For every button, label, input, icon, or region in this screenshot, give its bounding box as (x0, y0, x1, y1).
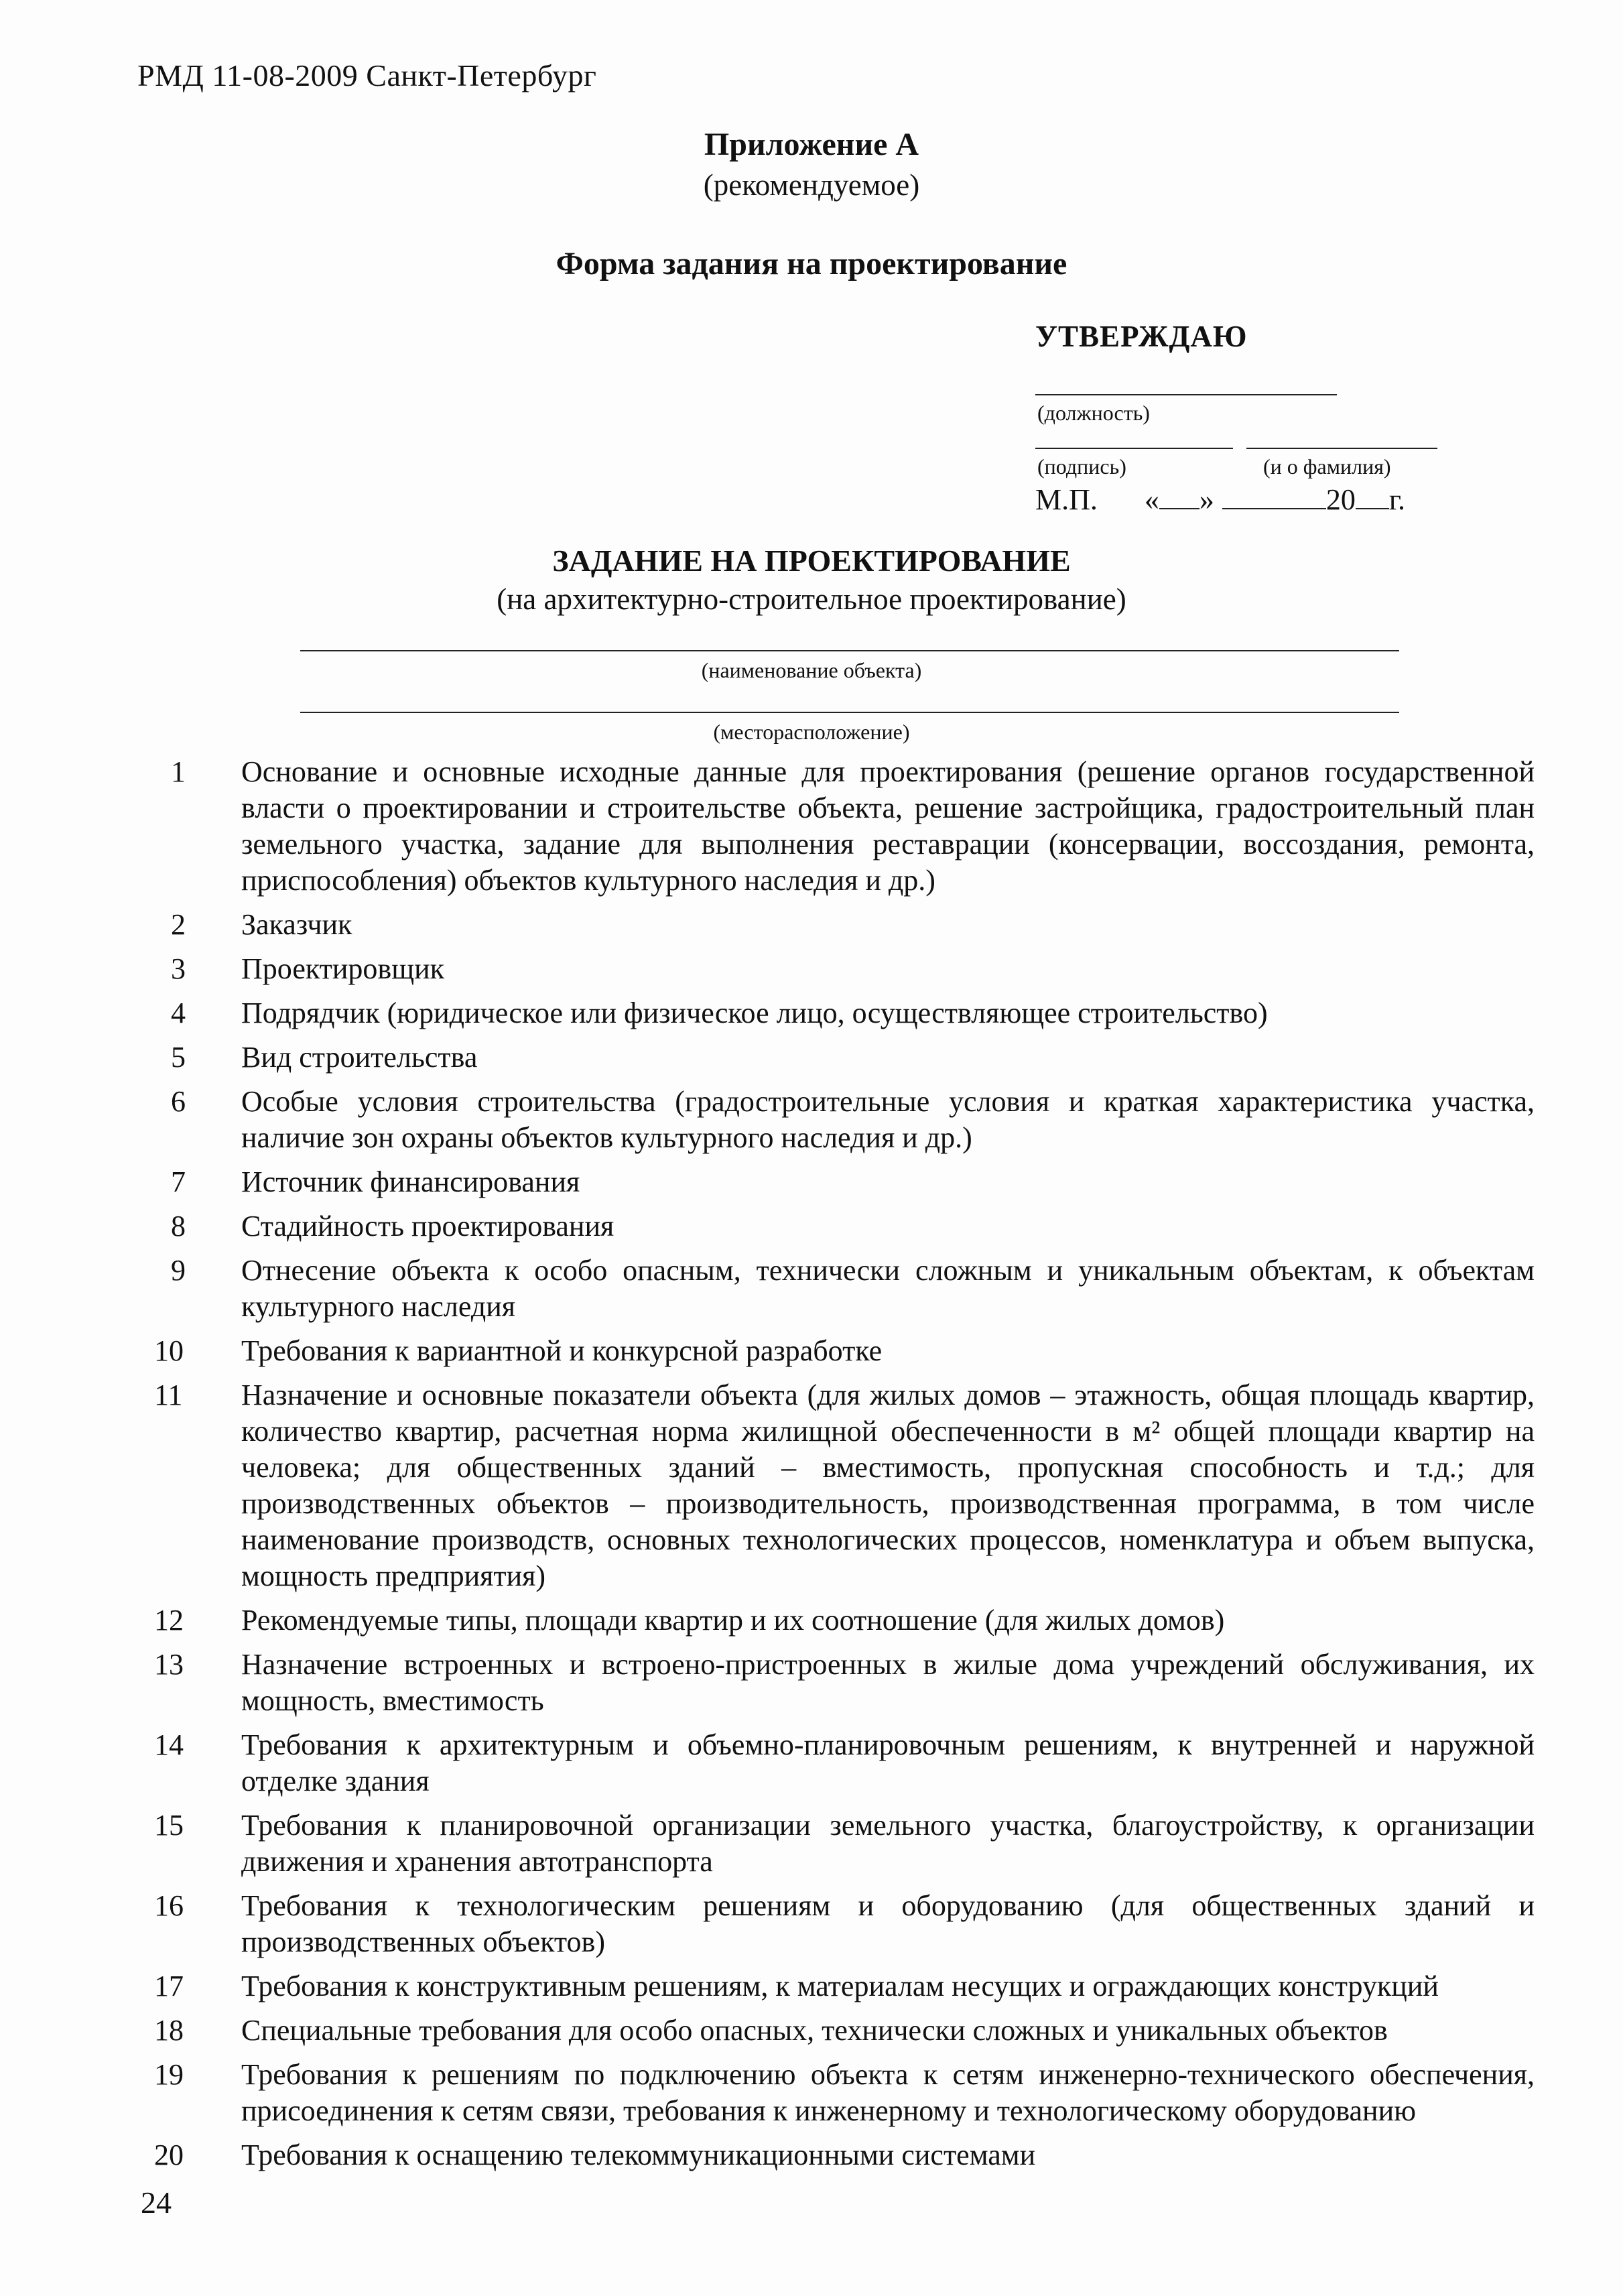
item-text: Назначение встроенных и встроено-пристроенных в жилые дома учреждений обслуживания, их мощность, вместимость (241, 1648, 1535, 1717)
item-text: Требования к оснащению телекоммуникационными системами (241, 2139, 1036, 2171)
name-caption: (и о фамилия) (1263, 454, 1391, 479)
list-item (134, 1602, 1535, 1639)
item-number: 5 (171, 1041, 186, 1074)
list-item (134, 951, 1535, 987)
list-item (134, 2137, 1535, 2173)
list-item (134, 1039, 1535, 1076)
item-number: 8 (171, 1210, 186, 1242)
item-text: Требования к вариантной и конкурсной разработке (241, 1334, 883, 1367)
year-blank (1356, 481, 1389, 509)
object-name-line (300, 650, 1399, 651)
date-close-quote: » (1199, 483, 1214, 516)
list-item (134, 2013, 1535, 2049)
list-item (134, 1968, 1535, 2004)
item-text: Подрядчик (юридическое или физическое лицо, осуществляющее строительство) (241, 997, 1268, 1029)
requirements-list (134, 754, 1535, 2181)
item-text: Назначение и основные показатели объекта (для жилых домов – этажность, общая площадь квартир, количество квартир, расчетная норма жилищной обеспеченности в м² общей площади квартир на человека; для общественных зданий – вместимость, пропускная способность и т.д.; для производственных объектов – производительность, производственная программа, в том числе наименование производств, основных технологических процессов, номенклатура и объем выпуска, мощность предприятия) (241, 1379, 1535, 1592)
date-open-quote: « (1144, 483, 1159, 516)
name-line (1246, 448, 1437, 449)
item-number: 2 (171, 908, 186, 941)
position-caption: (должность) (1037, 401, 1150, 425)
item-text: Стадийность проектирования (241, 1210, 614, 1242)
item-text: Заказчик (241, 908, 352, 941)
task-subtitle: (на архитектурно-строительное проектирование) (497, 582, 1126, 616)
list-item (134, 1084, 1535, 1156)
list-item (134, 1727, 1535, 1799)
signature-line (1035, 448, 1233, 449)
item-text: Особые условия строительства (градостроительные условия и краткая характеристика участка, наличие зон охраны объектов культурного наследия и др.) (241, 1085, 1535, 1154)
item-number: 20 (154, 2139, 184, 2171)
list-item (134, 1647, 1535, 1719)
list-item (134, 1377, 1535, 1594)
item-text: Вид строительства (241, 1041, 478, 1074)
year-suffix: г. (1388, 483, 1405, 516)
list-item (134, 1333, 1535, 1369)
list-item (134, 754, 1535, 899)
item-text: Проектировщик (241, 952, 444, 985)
item-text: Специальные требования для особо опасных, технически сложных и уникальных объектов (241, 2014, 1388, 2047)
location-line (300, 712, 1399, 713)
item-number: 16 (154, 1889, 184, 1922)
item-number: 15 (154, 1809, 184, 1842)
position-line (1035, 394, 1337, 395)
approve-label: УТВЕРЖДАЮ (1035, 320, 1248, 353)
item-text: Требования к планировочной организации земельного участка, благоустройству, к организации движения и хранения автотранспорта (241, 1809, 1535, 1878)
item-number: 14 (154, 1728, 184, 1761)
item-text: Отнесение объекта к особо опасным, технически сложным и уникальным объектам, к объектам культурного наследия (241, 1254, 1535, 1323)
object-name-caption: (наименование объекта) (701, 658, 922, 682)
signature-caption: (подпись) (1037, 454, 1126, 479)
item-number: 10 (154, 1334, 184, 1367)
item-text: Требования к конструктивным решениям, к материалам несущих и ограждающих конструкций (241, 1970, 1439, 2002)
list-item (134, 1807, 1535, 1880)
list-item (134, 1253, 1535, 1325)
list-item (134, 907, 1535, 943)
list-item (134, 995, 1535, 1031)
item-number: 11 (154, 1379, 183, 1411)
month-blank (1222, 481, 1326, 509)
item-number: 1 (171, 755, 186, 788)
day-blank (1159, 481, 1199, 509)
location-caption: (месторасположение) (713, 720, 910, 744)
stamp-label: М.П. (1035, 483, 1098, 516)
stamp-date-row (1035, 481, 1405, 517)
item-text: Основание и основные исходные данные для проектирования (решение органов государственной власти о проектировании и строительстве объекта, решение застройщика, градостроительный план земельного участка, задание для выполнения реставрации (консервации, воссоздания, ремонта, приспособления) объектов культурного наследия и др.) (241, 755, 1535, 897)
list-item (134, 2057, 1535, 2129)
item-number: 3 (171, 952, 186, 985)
document-header: РМД 11-08-2009 Санкт-Петербург (137, 58, 597, 92)
item-text: Источник финансирования (241, 1165, 580, 1198)
item-number: 12 (154, 1604, 184, 1637)
item-text: Требования к архитектурным и объемно-планировочным решениям, к внутренней и наружной отделке здания (241, 1728, 1535, 1797)
item-number: 17 (154, 1970, 184, 2002)
year-prefix: 20 (1325, 483, 1356, 516)
item-number: 13 (154, 1648, 184, 1681)
appendix-subtitle: (рекомендуемое) (703, 168, 920, 202)
item-number: 6 (171, 1085, 186, 1118)
item-number: 7 (171, 1165, 186, 1198)
item-number: 4 (171, 997, 186, 1029)
item-number: 19 (154, 2058, 184, 2091)
task-title: ЗАДАНИЕ НА ПРОЕКТИРОВАНИЕ (552, 544, 1071, 578)
list-item (134, 1888, 1535, 1960)
item-text: Требования к технологическим решениям и оборудованию (для общественных зданий и производственных объектов) (241, 1889, 1535, 1958)
item-text: Требования к решениям по подключению объекта к сетям инженерно-технического обеспечения, присоединения к сетям связи, требования к инженерному и технологическому оборудованию (241, 2058, 1535, 2127)
appendix-title: Приложение А (704, 127, 919, 162)
item-text: Рекомендуемые типы, площади квартир и их соотношение (для жилых домов) (241, 1604, 1225, 1637)
item-number: 18 (154, 2014, 184, 2047)
page-number: 24 (141, 2185, 172, 2220)
list-item (134, 1208, 1535, 1245)
item-number: 9 (171, 1254, 186, 1287)
list-item (134, 1164, 1535, 1200)
form-title: Форма задания на проектирование (556, 246, 1067, 281)
